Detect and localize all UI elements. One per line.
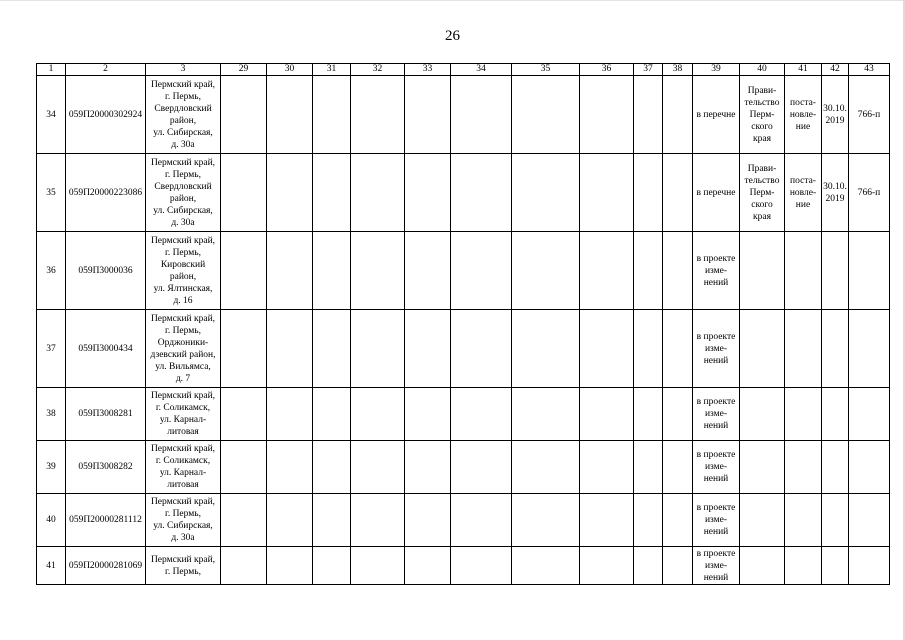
document-number-cell: 766-п bbox=[849, 76, 890, 154]
empty-cell bbox=[221, 494, 267, 547]
empty-cell bbox=[221, 388, 267, 441]
document-date-cell bbox=[822, 310, 849, 388]
object-code-cell: 059П20000281069 bbox=[66, 547, 146, 585]
empty-cell bbox=[405, 441, 451, 494]
empty-cell bbox=[512, 547, 580, 585]
column-header-41: 41 bbox=[785, 64, 822, 76]
empty-cell bbox=[405, 154, 451, 232]
column-header-36: 36 bbox=[580, 64, 634, 76]
empty-cell bbox=[221, 441, 267, 494]
empty-cell bbox=[512, 494, 580, 547]
document-number-cell bbox=[849, 388, 890, 441]
empty-cell bbox=[451, 154, 512, 232]
empty-cell bbox=[405, 76, 451, 154]
empty-cell bbox=[663, 154, 693, 232]
authority-cell bbox=[740, 441, 785, 494]
table-row bbox=[37, 441, 890, 494]
status-cell: в проекте изме- нений bbox=[693, 388, 740, 441]
column-header-43: 43 bbox=[849, 64, 890, 76]
column-header-32: 32 bbox=[351, 64, 405, 76]
table-body bbox=[37, 76, 890, 585]
empty-cell bbox=[634, 232, 663, 310]
empty-cell bbox=[313, 547, 351, 585]
empty-cell bbox=[451, 547, 512, 585]
status-cell: в перечне bbox=[693, 76, 740, 154]
document-type-cell: поста- новле- ние bbox=[785, 76, 822, 154]
status-cell: в проекте изме- нений bbox=[693, 494, 740, 547]
status-cell: в проекте изме- нений bbox=[693, 232, 740, 310]
empty-cell bbox=[451, 76, 512, 154]
empty-cell bbox=[634, 310, 663, 388]
document-date-cell bbox=[822, 441, 849, 494]
empty-cell bbox=[313, 494, 351, 547]
authority-cell bbox=[740, 547, 785, 585]
row-number-cell: 34 bbox=[37, 76, 66, 154]
document-type-cell bbox=[785, 232, 822, 310]
empty-cell bbox=[634, 388, 663, 441]
empty-cell bbox=[351, 388, 405, 441]
column-header-2: 2 bbox=[66, 64, 146, 76]
empty-cell bbox=[221, 232, 267, 310]
empty-cell bbox=[221, 310, 267, 388]
table-row bbox=[37, 310, 890, 388]
column-header-29: 29 bbox=[221, 64, 267, 76]
empty-cell bbox=[313, 154, 351, 232]
document-number-cell bbox=[849, 310, 890, 388]
table-row bbox=[37, 76, 890, 154]
empty-cell bbox=[512, 310, 580, 388]
object-code-cell: 059П3000434 bbox=[66, 310, 146, 388]
empty-cell bbox=[313, 232, 351, 310]
table-row bbox=[37, 494, 890, 547]
document-number-cell bbox=[849, 494, 890, 547]
empty-cell bbox=[580, 232, 634, 310]
empty-cell bbox=[512, 154, 580, 232]
page-number: 26 bbox=[445, 28, 460, 44]
empty-cell bbox=[313, 388, 351, 441]
authority-cell: Прави- тельство Перм- ского края bbox=[740, 76, 785, 154]
empty-cell bbox=[351, 441, 405, 494]
empty-cell bbox=[267, 232, 313, 310]
empty-cell bbox=[512, 232, 580, 310]
empty-cell bbox=[405, 232, 451, 310]
empty-cell bbox=[634, 441, 663, 494]
empty-cell bbox=[512, 441, 580, 494]
empty-cell bbox=[313, 76, 351, 154]
column-header-38: 38 bbox=[663, 64, 693, 76]
status-cell: в перечне bbox=[693, 154, 740, 232]
empty-cell bbox=[267, 76, 313, 154]
document-type-cell bbox=[785, 441, 822, 494]
column-header-40: 40 bbox=[740, 64, 785, 76]
column-header-31: 31 bbox=[313, 64, 351, 76]
empty-cell bbox=[267, 388, 313, 441]
document-number-cell bbox=[849, 441, 890, 494]
document-type-cell bbox=[785, 388, 822, 441]
status-cell: в проекте изме- нений bbox=[693, 441, 740, 494]
address-cell: Пермский край, г. Соликамск, ул. Карнал- литовая bbox=[146, 441, 221, 494]
empty-cell bbox=[351, 547, 405, 585]
document-date-cell: 30.10. 2019 bbox=[822, 76, 849, 154]
object-code-cell: 059П3000036 bbox=[66, 232, 146, 310]
status-cell: в проекте изме- нений bbox=[693, 547, 740, 585]
empty-cell bbox=[351, 310, 405, 388]
empty-cell bbox=[580, 547, 634, 585]
empty-cell bbox=[267, 154, 313, 232]
empty-cell bbox=[634, 494, 663, 547]
row-number-cell: 41 bbox=[37, 547, 66, 585]
document-number-cell: 766-п bbox=[849, 154, 890, 232]
empty-cell bbox=[221, 154, 267, 232]
address-cell: Пермский край, г. Пермь, ул. Сибирская, д. 30а bbox=[146, 494, 221, 547]
empty-cell bbox=[580, 494, 634, 547]
address-cell: Пермский край, г. Пермь, Свердловский район, ул. Сибирская, д. 30а bbox=[146, 76, 221, 154]
address-cell: Пермский край, г. Пермь, Кировский район, ул. Ялтинская, д. 16 bbox=[146, 232, 221, 310]
document-type-cell bbox=[785, 310, 822, 388]
empty-cell bbox=[580, 154, 634, 232]
empty-cell bbox=[663, 547, 693, 585]
empty-cell bbox=[663, 76, 693, 154]
empty-cell bbox=[313, 441, 351, 494]
column-header-34: 34 bbox=[451, 64, 512, 76]
document-type-cell bbox=[785, 494, 822, 547]
table-header-row bbox=[37, 64, 890, 76]
empty-cell bbox=[663, 441, 693, 494]
column-header-30: 30 bbox=[267, 64, 313, 76]
empty-cell bbox=[451, 388, 512, 441]
authority-cell bbox=[740, 494, 785, 547]
object-code-cell: 059П3008282 bbox=[66, 441, 146, 494]
object-code-cell: 059П20000281112 bbox=[66, 494, 146, 547]
empty-cell bbox=[451, 494, 512, 547]
address-cell: Пермский край, г. Пермь, Свердловский район, ул. Сибирская, д. 30а bbox=[146, 154, 221, 232]
column-header-33: 33 bbox=[405, 64, 451, 76]
row-number-cell: 38 bbox=[37, 388, 66, 441]
empty-cell bbox=[351, 232, 405, 310]
empty-cell bbox=[634, 547, 663, 585]
table-row bbox=[37, 388, 890, 441]
address-cell: Пермский край, г. Соликамск, ул. Карнал- литовая bbox=[146, 388, 221, 441]
column-header-35: 35 bbox=[512, 64, 580, 76]
empty-cell bbox=[405, 388, 451, 441]
address-cell: Пермский край, г. Пермь, Орджоники- дзевский район, ул. Вильямса, д. 7 bbox=[146, 310, 221, 388]
document-date-cell bbox=[822, 494, 849, 547]
empty-cell bbox=[351, 494, 405, 547]
column-header-37: 37 bbox=[634, 64, 663, 76]
empty-cell bbox=[405, 310, 451, 388]
empty-cell bbox=[351, 154, 405, 232]
document-number-cell bbox=[849, 547, 890, 585]
document-date-cell bbox=[822, 547, 849, 585]
empty-cell bbox=[267, 441, 313, 494]
empty-cell bbox=[663, 494, 693, 547]
authority-cell bbox=[740, 232, 785, 310]
empty-cell bbox=[512, 76, 580, 154]
address-cell: Пермский край, г. Пермь, bbox=[146, 547, 221, 585]
empty-cell bbox=[512, 388, 580, 441]
document-type-cell bbox=[785, 547, 822, 585]
row-number-cell: 39 bbox=[37, 441, 66, 494]
scan-border-top bbox=[0, 0, 905, 1]
empty-cell bbox=[313, 310, 351, 388]
empty-cell bbox=[663, 232, 693, 310]
empty-cell bbox=[221, 76, 267, 154]
empty-cell bbox=[580, 388, 634, 441]
table-row bbox=[37, 547, 890, 585]
empty-cell bbox=[663, 310, 693, 388]
empty-cell bbox=[267, 310, 313, 388]
column-header-3: 3 bbox=[146, 64, 221, 76]
object-code-cell: 059П3008281 bbox=[66, 388, 146, 441]
table-row bbox=[37, 232, 890, 310]
document-number-cell bbox=[849, 232, 890, 310]
empty-cell bbox=[580, 76, 634, 154]
empty-cell bbox=[405, 494, 451, 547]
empty-cell bbox=[580, 310, 634, 388]
column-header-39: 39 bbox=[693, 64, 740, 76]
empty-cell bbox=[405, 547, 451, 585]
empty-cell bbox=[580, 441, 634, 494]
empty-cell bbox=[451, 310, 512, 388]
empty-cell bbox=[267, 547, 313, 585]
empty-cell bbox=[451, 441, 512, 494]
row-number-cell: 37 bbox=[37, 310, 66, 388]
column-header-1: 1 bbox=[37, 64, 66, 76]
empty-cell bbox=[351, 76, 405, 154]
row-number-cell: 35 bbox=[37, 154, 66, 232]
empty-cell bbox=[267, 494, 313, 547]
document-date-cell bbox=[822, 232, 849, 310]
status-cell: в проекте изме- нений bbox=[693, 310, 740, 388]
empty-cell bbox=[634, 76, 663, 154]
empty-cell bbox=[634, 154, 663, 232]
empty-cell bbox=[663, 388, 693, 441]
object-code-cell: 059П20000302924 bbox=[66, 76, 146, 154]
empty-cell bbox=[451, 232, 512, 310]
registry-table bbox=[36, 63, 890, 585]
document-type-cell: поста- новле- ние bbox=[785, 154, 822, 232]
table-row bbox=[37, 154, 890, 232]
authority-cell bbox=[740, 388, 785, 441]
empty-cell bbox=[221, 547, 267, 585]
authority-cell: Прави- тельство Перм- ского края bbox=[740, 154, 785, 232]
object-code-cell: 059П20000223086 bbox=[66, 154, 146, 232]
document-date-cell: 30.10. 2019 bbox=[822, 154, 849, 232]
authority-cell bbox=[740, 310, 785, 388]
document-date-cell bbox=[822, 388, 849, 441]
row-number-cell: 36 bbox=[37, 232, 66, 310]
column-header-42: 42 bbox=[822, 64, 849, 76]
row-number-cell: 40 bbox=[37, 494, 66, 547]
